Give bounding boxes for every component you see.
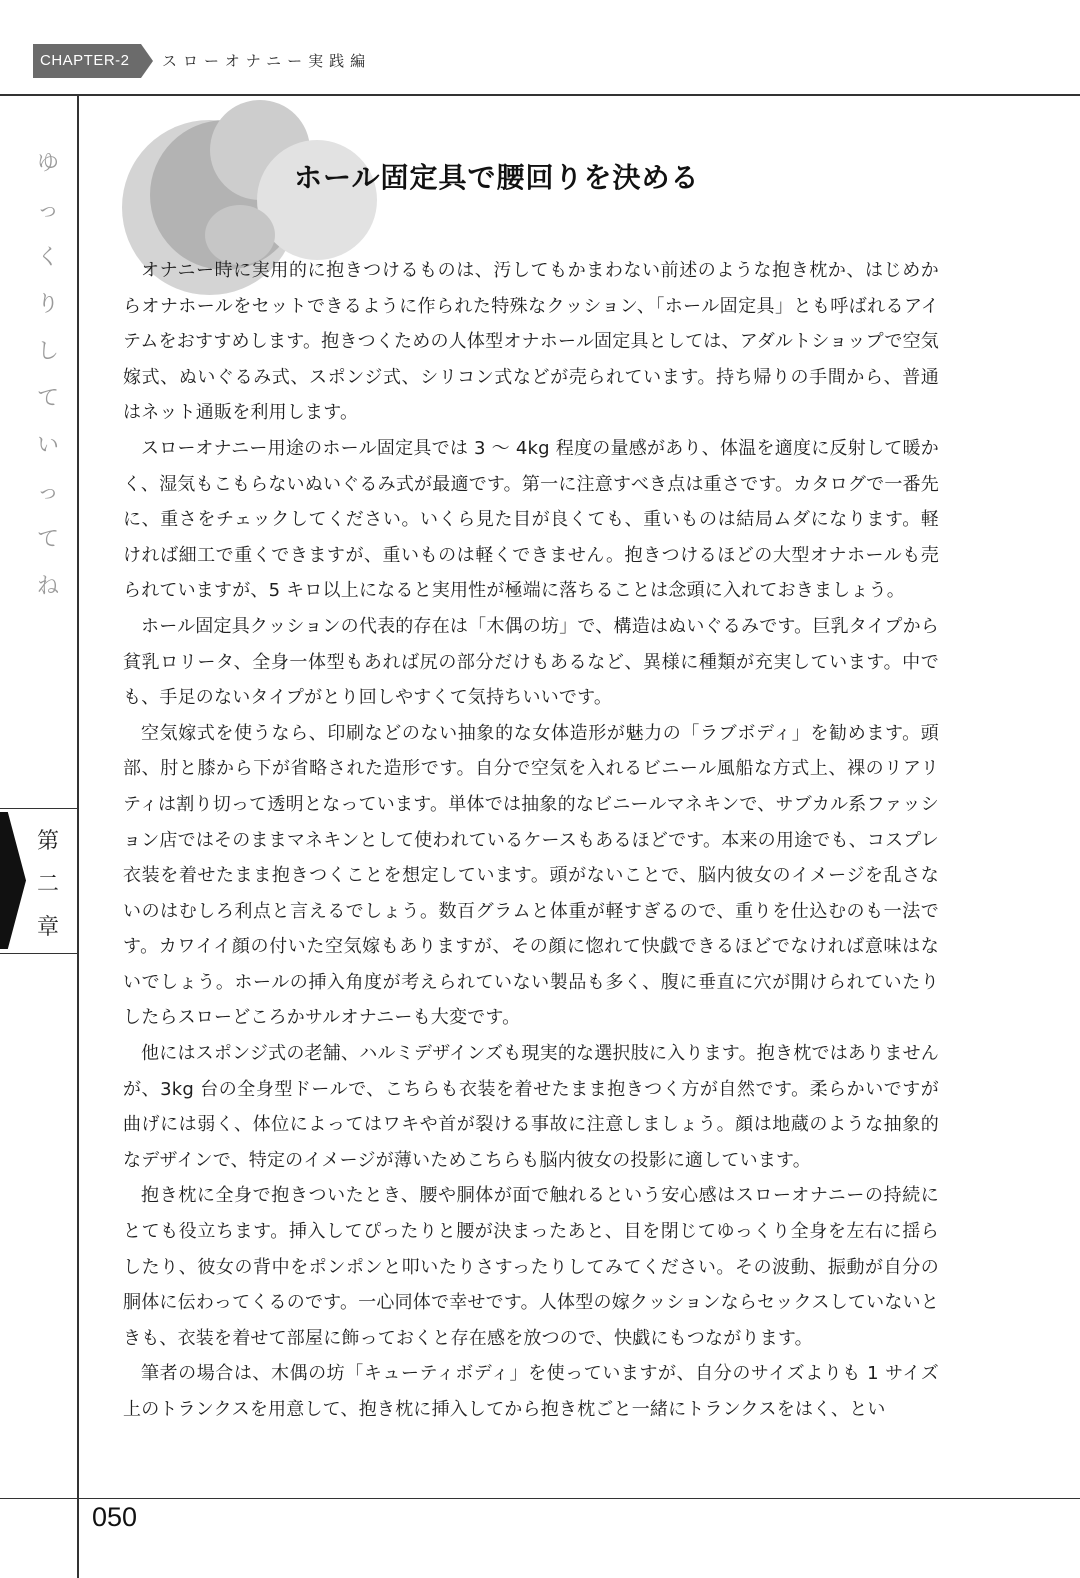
chapter-marker-char: 章: [36, 915, 59, 940]
side-char: て: [36, 527, 59, 552]
chapter-label: CHAPTER-2: [40, 52, 130, 69]
chapter-chevron-icon: [0, 812, 26, 949]
section-title: ホール固定具で腰回りを決める: [294, 161, 700, 194]
page-number: 050: [92, 1502, 138, 1532]
chapter-tab-arrow: [141, 44, 153, 78]
paragraph: 他にはスポンジ式の老舗、ハルミデザインズも現実的な選択肢に入ります。抱き枕ではありませんが、3kg 台の全身型ドールで、こちらも衣装を着せたまま抱きつく方が自然です。柔らかいですが曲げには弱く、体位によってはワキや首が裂ける事故に注意しましょう。顔は地蔵のような抽象的なデザインで、特定のイメージが薄いためこちらも脳内彼女の投影に適しています。: [123, 1043, 939, 1171]
footer-rule: [0, 1498, 1080, 1499]
side-char: っ: [36, 198, 59, 223]
chapter-marker-rule-bottom: [0, 953, 77, 954]
side-char: し: [36, 339, 59, 364]
side-char: ね: [36, 574, 59, 599]
paragraph: スローオナニー用途のホール固定具では 3 ～ 4kg 程度の量感があり、体温を適度に反射して暖かく、湿気もこもらないぬいぐるみ式が最適です。第一に注意すべき点は重さです。カタログで一番先に、重さをチェックしてください。いくら見た目が良くても、重いものは結局ムダになります。軽ければ細工で重くできますが、重いものは軽くできません。抱きつけるほどの大型オナホールも売られていますが、5 キロ以上になると実用性が極端に落ちることは念頭に入れておきましょう。: [123, 437, 939, 602]
margin-rule: [77, 94, 79, 1578]
paragraph: オナニー時に実用的に抱きつけるものは、汚してもかまわない前述のような抱き枕か、はじめからオナホールをセットできるように作られた特殊なクッション、「ホール固定具」とも呼ばれるアイテムをおすすめします。抱きつくための人体型オナホール固定具としては、アダルトショップで空気嫁式、ぬいぐるみ式、スポンジ式、シリコン式などが売られています。持ち帰りの手間から、普通はネット通販を利用します。: [123, 260, 939, 424]
side-char: く: [36, 245, 59, 270]
body-text: [123, 253, 939, 1428]
side-vertical-text: [30, 140, 66, 610]
paragraph: ホール固定具クッションの代表的存在は「木偶の坊」で、構造はぬいぐるみです。巨乳タイプから貧乳ロリータ、全身一体型もあれば尻の部分だけもあるなど、異様に種類が充実しています。中でも、手足のないタイプがとり回しやすくて気持ちいいです。: [123, 615, 939, 709]
paragraph: 筆者の場合は、木偶の坊「キューティボディ」を使っていますが、自分のサイズよりも 1 サイズ上のトランクスを用意して、抱き枕に挿入してから抱き枕ごと一緒にトランクスをはく、とい: [123, 1363, 939, 1420]
side-char: ゆ: [36, 151, 59, 176]
chapter-marker: [30, 820, 66, 949]
chapter-marker-char: 第: [36, 829, 59, 854]
side-char: い: [36, 433, 59, 458]
chapter-marker-char: 二: [36, 872, 59, 897]
chapter-marker-rule-top: [0, 808, 77, 809]
header-rule: [0, 94, 1080, 96]
chapter-tab: [33, 44, 141, 78]
side-char: て: [36, 386, 59, 411]
side-char: っ: [36, 480, 59, 505]
chapter-title: スローオナニー実践編: [162, 52, 372, 70]
paragraph: 抱き枕に全身で抱きついたとき、腰や胴体が面で触れるという安心感はスローオナニーの持続にとても役立ちます。挿入してぴったりと腰が決まったあと、目を閉じてゆっくり全身を左右に揺らしたり、彼女の背中をポンポンと叩いたりさすったりしてみてください。その波動、振動が自分の胴体に伝わってくるのです。一心同体で幸せです。人体型の嫁クッションならセックスしていないときも、衣装を着せて部屋に飾っておくと存在感を放つので、快戯にもつながります。: [123, 1185, 939, 1349]
paragraph: 空気嫁式を使うなら、印刷などのない抽象的な女体造形が魅力の「ラブボディ」を勧めます。頭部、肘と膝から下が省略された造形です。自分で空気を入れるビニール風船な方式上、裸のリアリティは割り切って透明となっています。単体では抽象的なビニールマネキンで、サブカル系ファッション店ではそのままマネキンとして使われているケースもあるほどです。本来の用途でも、コスプレ衣装を着せたまま抱きつくことを想定しています。頭がないことで、脳内彼女のイメージを乱さないのはむしろ利点と言えるでしょう。数百グラムと体重が軽すぎるので、重りを仕込むのも一法です。カワイイ顔の付いた空気嫁もありますが、その顔に惚れて快戯できるほどでなければ意味はないでしょう。ホールの挿入角度が考えられていない製品も多く、腹に垂直に穴が開けられていたりしたらスローどころかサルオナニーも大変です。: [123, 722, 939, 1029]
side-char: り: [36, 292, 59, 317]
